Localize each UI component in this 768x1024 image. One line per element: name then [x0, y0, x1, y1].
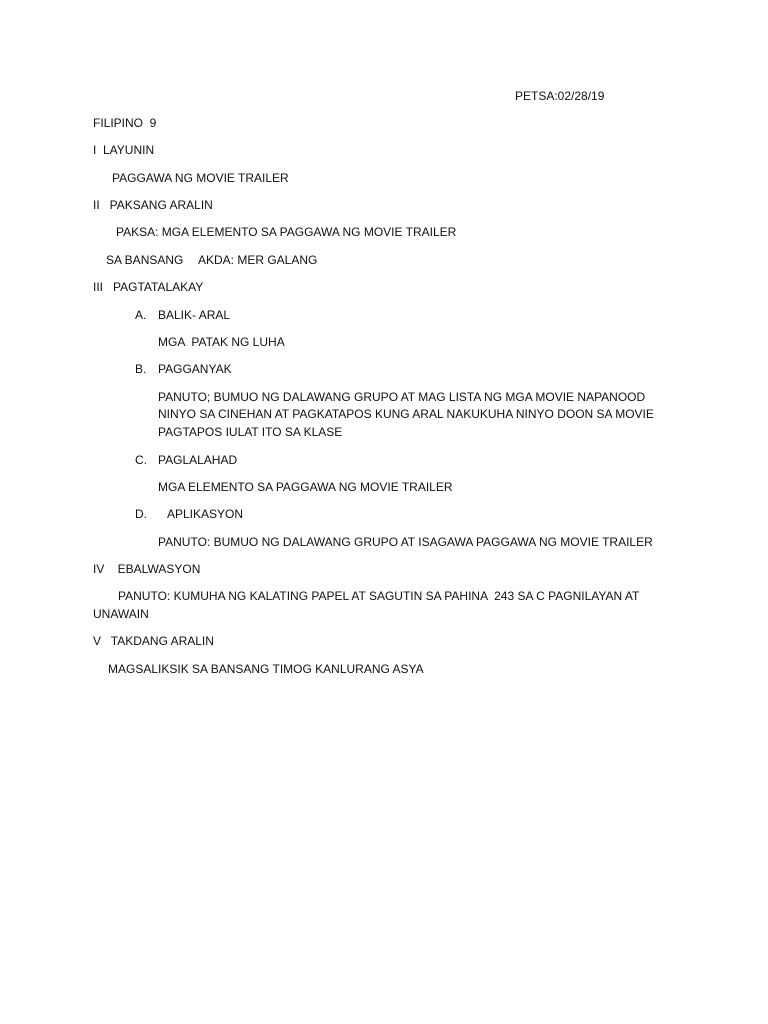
item-b-body-line-3: PAGTAPOS IULAT ITO SA KLASE: [158, 425, 343, 439]
item-c-marker: C.: [135, 453, 147, 467]
date-label: PETSA:02/28/19: [515, 89, 605, 103]
item-d-title: APLIKASYON: [167, 507, 244, 521]
layunin-text: PAGGAWA NG MOVIE TRAILER: [112, 171, 289, 185]
item-c-title: PAGLALAHAD: [158, 453, 238, 467]
item-a-body: MGA PATAK NG LUHA: [158, 335, 285, 349]
item-b-title: PAGGANYAK: [158, 362, 232, 376]
takdang-aralin-text: MAGSALIKSIK SA BANSANG TIMOG KANLURANG ASYA: [108, 662, 424, 676]
akda-text: AKDA: MER GALANG: [198, 253, 318, 267]
item-b-body-line-1: PANUTO; BUMUO NG DALAWANG GRUPO AT MAG LISTA NG MGA MOVIE NAPANOOD: [158, 390, 646, 404]
item-d-marker: D.: [135, 507, 147, 521]
item-d-body: PANUTO: BUMUO NG DALAWANG GRUPO AT ISAGAWA PAGGAWA NG MOVIE TRAILER: [158, 535, 653, 549]
ebalwasyon-line-2: UNAWAIN: [93, 607, 149, 621]
item-b-marker: B.: [135, 362, 147, 376]
subject-title: FILIPINO 9: [93, 116, 157, 130]
sa-bansang-text: SA BANSANG: [106, 253, 184, 267]
item-b-body-line-2: NINYO SA CINEHAN AT PAGKATAPOS KUNG ARAL NAKUKUHA NINYO DOON SA MOVIE: [158, 407, 654, 421]
section-paksang-aralin-heading: II PAKSANG ARALIN: [93, 198, 213, 212]
item-a-marker: A.: [135, 308, 147, 322]
section-takdang-aralin-heading: V TAKDANG ARALIN: [93, 634, 214, 648]
item-a-title: BALIK- ARAL: [158, 308, 231, 322]
section-pagtatalakay-heading: III PAGTATALAKAY: [93, 280, 204, 294]
section-layunin-heading: I LAYUNIN: [93, 143, 155, 157]
section-ebalwasyon-heading: IV EBALWASYON: [93, 562, 201, 576]
paksa-text: PAKSA: MGA ELEMENTO SA PAGGAWA NG MOVIE TRAILER: [116, 225, 457, 239]
item-c-body: MGA ELEMENTO SA PAGGAWA NG MOVIE TRAILER: [158, 480, 453, 494]
ebalwasyon-line-1: PANUTO: KUMUHA NG KALATING PAPEL AT SAGUTIN SA PAHINA 243 SA C PAGNILAYAN AT: [118, 589, 640, 603]
